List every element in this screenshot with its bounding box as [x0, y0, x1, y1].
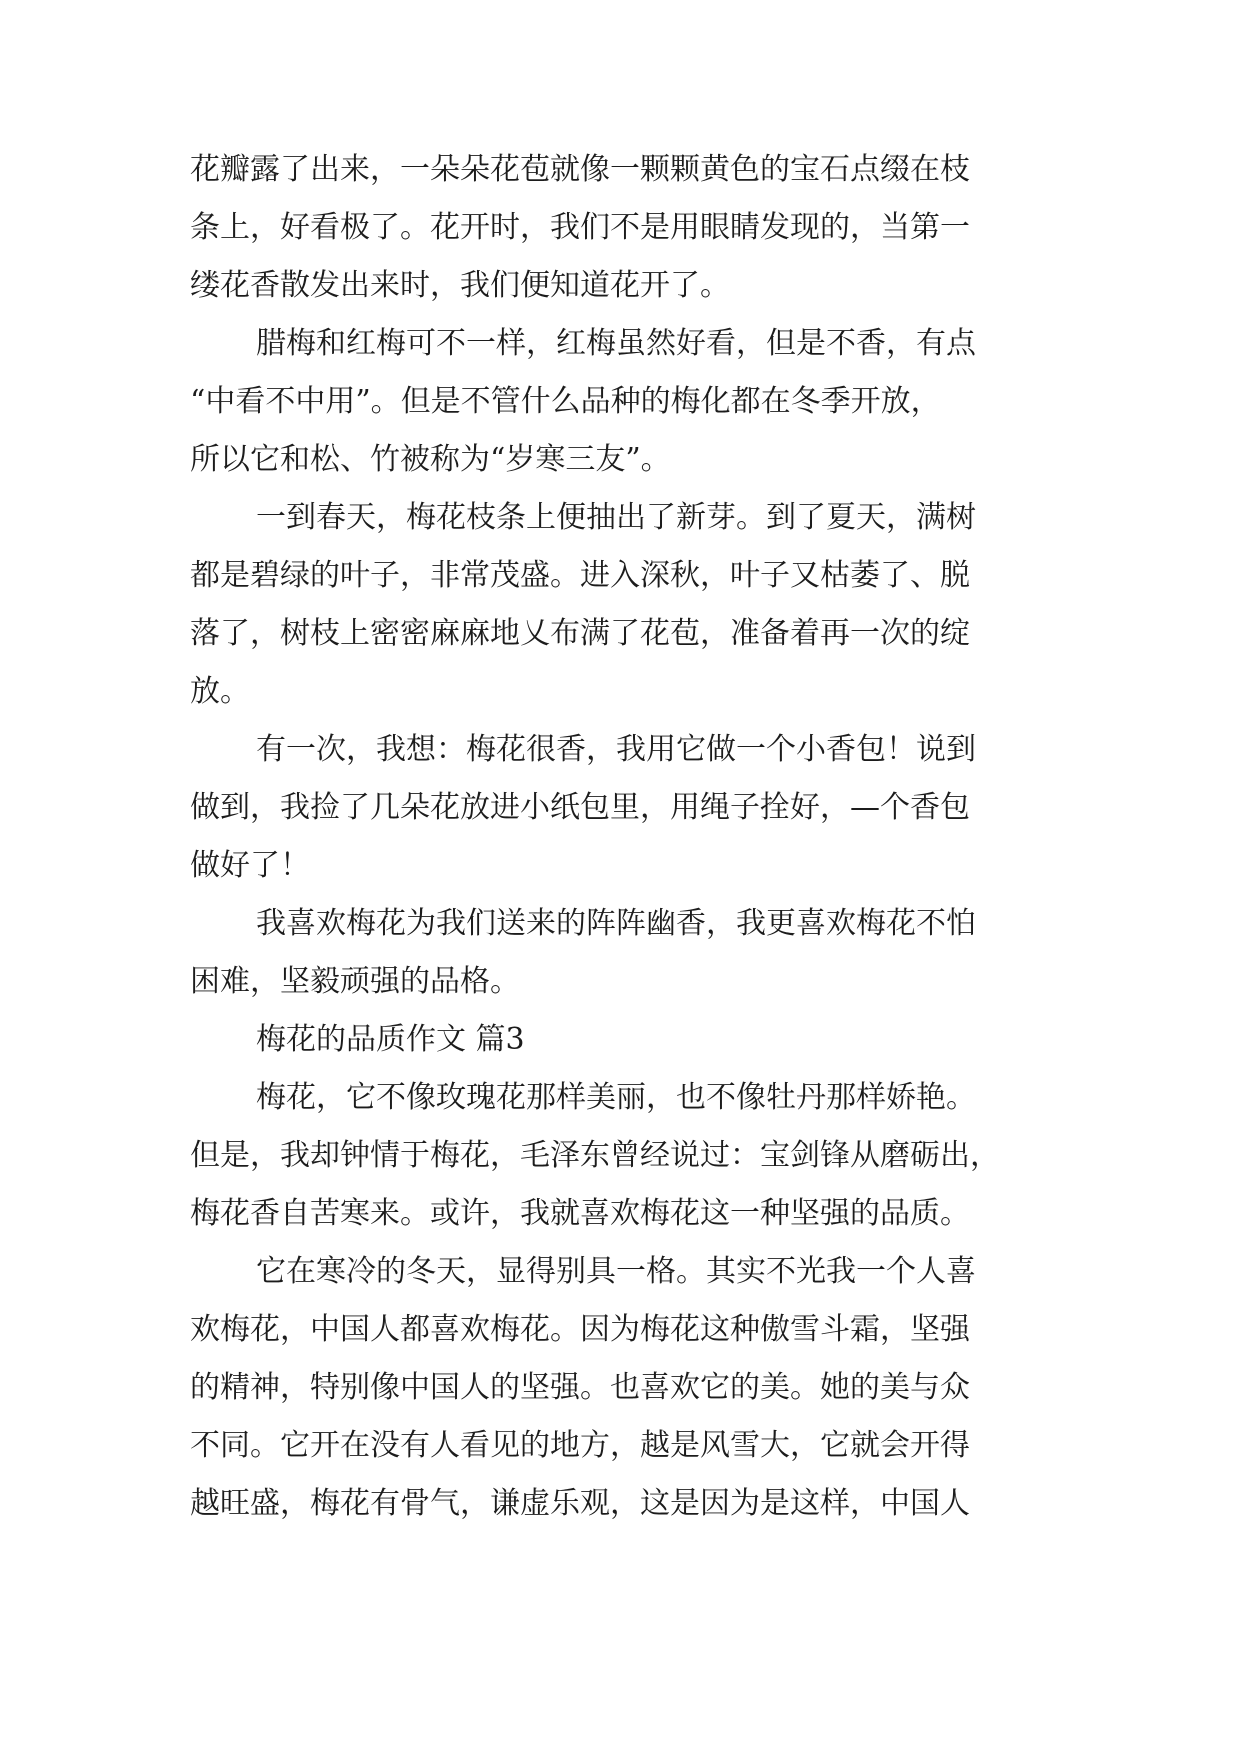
text-line: 做到，我捡了几朵花放进小纸包里，用绳子拴好，—个香包 [190, 790, 970, 825]
text-line: 缕花香散发出来时，我们便知道花开了。 [190, 268, 730, 303]
text-line: 不同。它开在没有人看见的地方，越是风雪大，它就会开得 [190, 1428, 970, 1463]
text-line: 条上，好看极了。花开时，我们不是用眼睛发现的，当第一 [190, 210, 970, 245]
text-line: 放。 [190, 674, 250, 709]
text-line: 欢梅花，中国人都喜欢梅花。因为梅花这种傲雪斗霜，坚强 [190, 1312, 970, 1347]
text-line: 腊梅和红梅可不一样，红梅虽然好看，但是不香，有点 [256, 326, 976, 361]
text-line: 我喜欢梅花为我们送来的阵阵幽香，我更喜欢梅花不怕 [256, 906, 976, 941]
text-line: 所以它和松、竹被称为“岁寒三友”。 [190, 442, 671, 477]
text-line: 梅花，它不像玫瑰花那样美丽，也不像牡丹那样娇艳。 [256, 1080, 976, 1115]
text-line: 但是，我却钟情于梅花，毛泽东曾经说过：宝剑锋从磨砺出， [190, 1138, 1000, 1173]
text-line: “中看不中用”。但是不管什么品种的梅化都在冬季开放， [190, 384, 941, 419]
text-line: 做好了！ [190, 848, 310, 883]
text-line: 都是碧绿的叶子，非常茂盛。进入深秋，叶子又枯萎了、脱 [190, 558, 970, 593]
section-heading: 梅花的品质作文 篇3 [256, 1022, 525, 1057]
text-line: 有一次，我想：梅花很香，我用它做一个小香包！说到 [256, 732, 976, 767]
text-line: 困难，坚毅顽强的品格。 [190, 964, 520, 999]
text-line: 的精神，特别像中国人的坚强。也喜欢它的美。她的美与众 [190, 1370, 970, 1405]
text-line: 它在寒冷的冬天，显得别具一格。其实不光我一个人喜 [256, 1254, 976, 1289]
text-line: 花瓣露了出来，一朵朵花苞就像一颗颗黄色的宝石点缀在枝 [190, 152, 970, 187]
text-line: 越旺盛，梅花有骨气，谦虚乐观，这是因为是这样，中国人 [190, 1486, 970, 1521]
text-line: 一到春天，梅花枝条上便抽出了新芽。到了夏天，满树 [256, 500, 976, 535]
text-line: 梅花香自苦寒来。或许，我就喜欢梅花这一种坚强的品质。 [190, 1196, 970, 1231]
text-line: 落了，树枝上密密麻麻地乂布满了花苞，准备着再一次的绽 [190, 616, 970, 651]
